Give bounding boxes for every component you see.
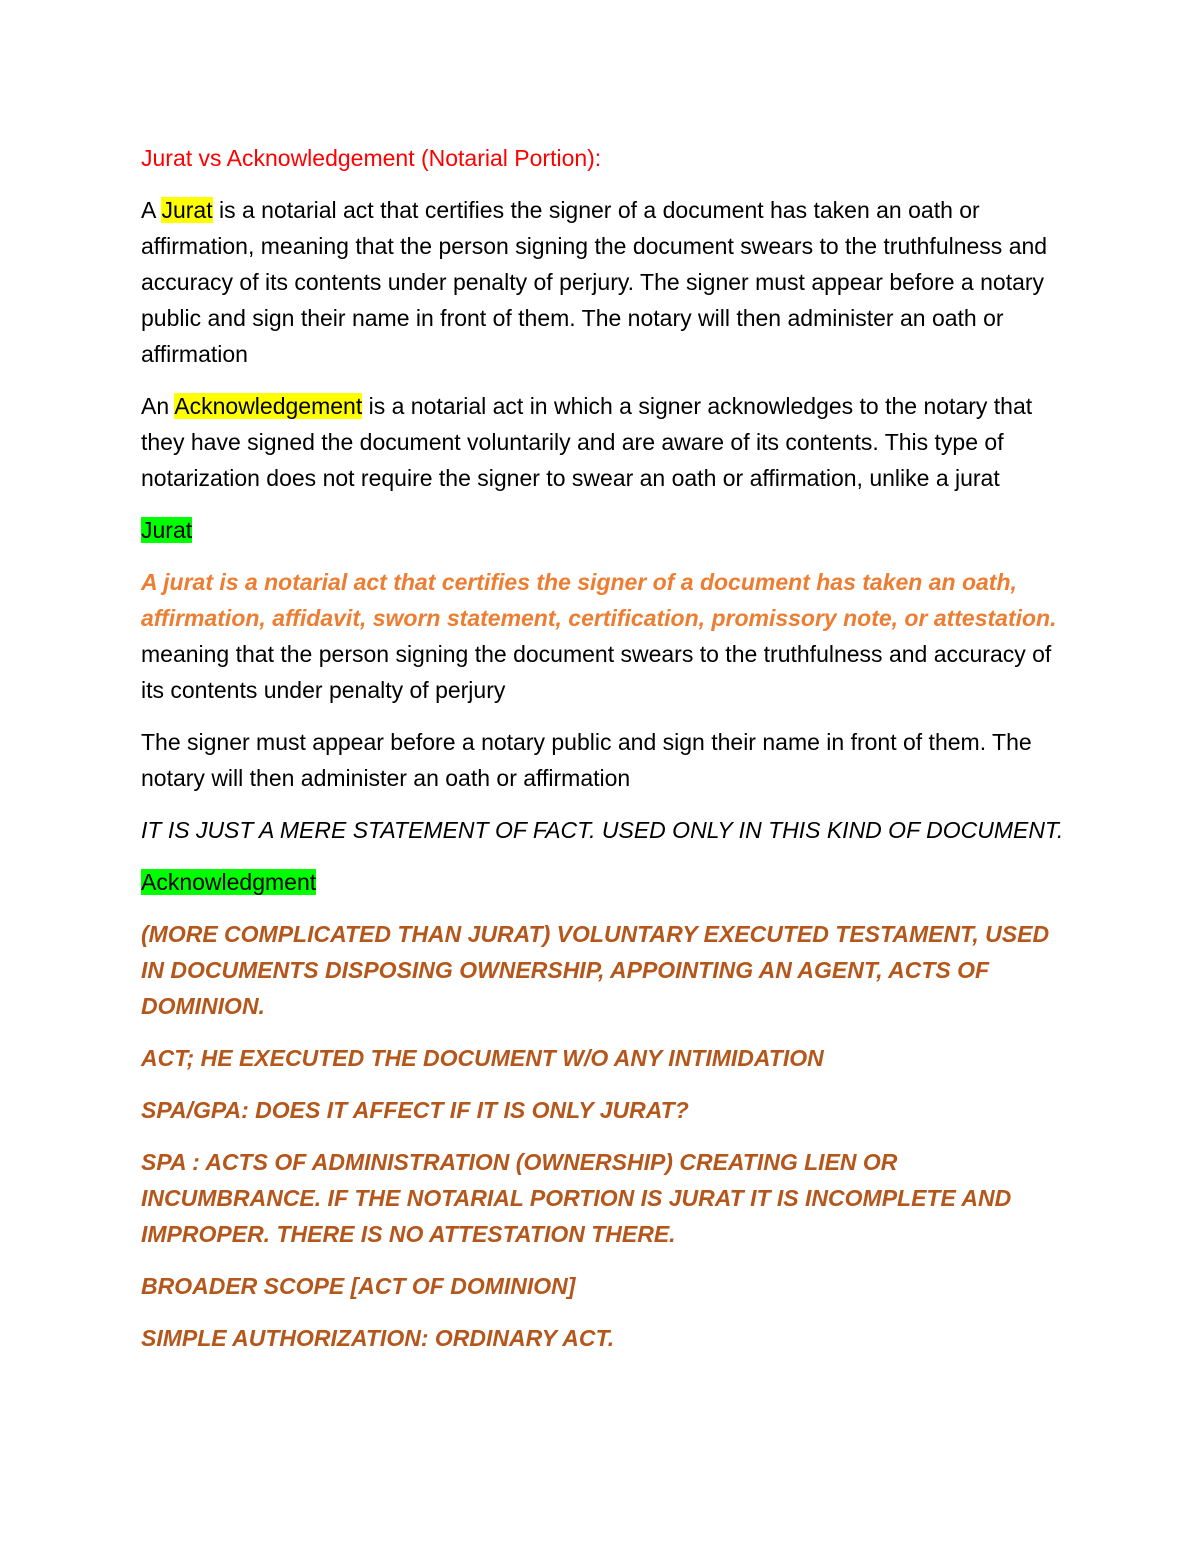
acknowledgement-highlight: Acknowledgement [174,393,363,419]
ack-note-3: SPA/GPA: DOES IT AFFECT IF IT IS ONLY JURAT? [141,1097,689,1123]
acknowledgment-heading: Acknowledgment [141,869,317,895]
p2-pre: An [141,393,175,419]
mere-statement-note: IT IS JUST A MERE STATEMENT OF FACT. USED ONLY IN THIS KIND OF DOCUMENT. [141,817,1064,843]
jurat-highlight: Jurat [161,197,213,223]
jurat-heading: Jurat [141,517,193,543]
document-title: Jurat vs Acknowledgement (Notarial Portion): [141,145,602,171]
ack-note-4: SPA : ACTS OF ADMINISTRATION (OWNERSHIP) CREATING LIEN OR INCUMBRANCE. IF THE NOTARIAL PORTION IS JURAT IT IS INCOMPLETE AND IMPROPER. THERE IS NO ATTESTATION THERE. [141,1149,1012,1247]
acknowledgement-definition-paragraph [141,388,1071,496]
jurat-detail-paragraph [141,564,1071,708]
ack-note-2: ACT; HE EXECUTED THE DOCUMENT W/O ANY INTIMIDATION [141,1045,824,1071]
p1-post: is a notarial act that certifies the signer of a document has taken an oath or affirmation, meaning that the person signing the document swears to the truthfulness and accuracy of its contents under penalty of perjury. The signer must appear before a notary public and sign their name in front of them. The notary will then administer an oath or affirmation [141,197,1048,367]
jurat-emphasis: A jurat is a notarial act that certifies the signer of a document has taken an oath, affirmation, affidavit, sworn statement, certification, promissory note, or attestation. [141,569,1057,631]
jurat-detail-rest: meaning that the person signing the document swears to the truthfulness and accuracy of its contents under penalty of perjury [141,641,1052,703]
jurat-heading-paragraph [141,512,1071,548]
p1-pre: A [141,197,162,223]
acknowledgment-heading-paragraph [141,864,1071,900]
ack-note-1: (MORE COMPLICATED THAN JURAT) VOLUNTARY EXECUTED TESTAMENT, USED IN DOCUMENTS DISPOSING OWNERSHIP, APPOINTING AN AGENT, ACTS OF DOMINION. [141,921,1050,1019]
document-page [141,140,1071,1372]
jurat-definition-paragraph [141,192,1071,372]
ack-note-6: SIMPLE AUTHORIZATION: ORDINARY ACT. [141,1325,615,1351]
p2-post: is a notarial act in which a signer acknowledges to the notary that they have signed the document voluntarily and are aware of its contents. This type of notarization does not require the signer to swear an oath or affirmation, unlike a jurat [141,393,1033,491]
signer-appear-paragraph: The signer must appear before a notary public and sign their name in front of them. The notary will then administer an oath or affirmation [141,729,1032,791]
ack-note-5: BROADER SCOPE [ACT OF DOMINION] [141,1273,576,1299]
